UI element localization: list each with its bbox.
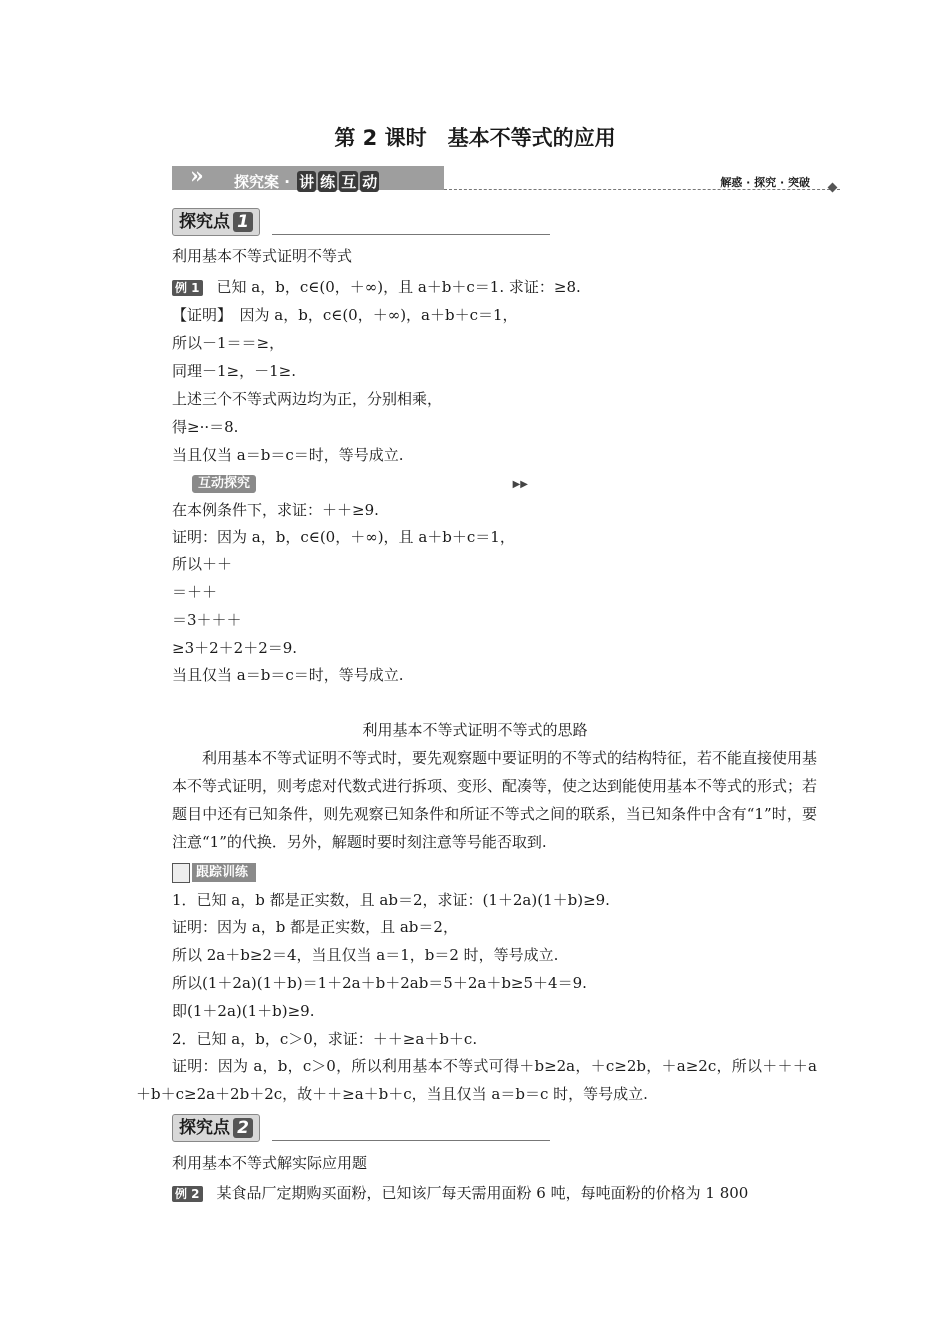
explore-line: ≥3＋2＋2＋2＝9. bbox=[172, 639, 298, 657]
section-heading-1: 利用基本不等式证明不等式 bbox=[172, 247, 353, 265]
section-banner bbox=[172, 164, 840, 192]
practice-line: 2．已知 a，b，c＞0，求证：＋＋≥a＋b＋c. bbox=[172, 1030, 478, 1048]
arrow-right-icon: ▶▶ bbox=[512, 479, 528, 490]
practice-line: 即(1＋2a)(1＋b)≥9. bbox=[172, 1002, 315, 1020]
section-header-1: 探究点 1 bbox=[172, 208, 550, 236]
explore-line: 所以＋＋ bbox=[172, 555, 233, 573]
example-1-question: 例 1 已知 a，b，c∈(0，＋∞)，且 a＋b＋c＝1. 求证：≥8. bbox=[172, 277, 581, 297]
diamond-icon bbox=[828, 183, 838, 193]
proof-line: 同理－1≥，－1≥. bbox=[172, 362, 296, 380]
banner-bar bbox=[172, 163, 444, 191]
section-heading-2: 利用基本不等式解实际应用题 bbox=[172, 1154, 368, 1172]
interactive-explore-label: 互动探究 ▶▶ bbox=[172, 474, 550, 494]
proof-line: 所以－1＝＝≥， bbox=[172, 334, 285, 352]
example-badge: 例 1 bbox=[172, 280, 203, 296]
page-title: 第 2 课时 基本不等式的应用 bbox=[334, 126, 616, 150]
practice-paragraph: 证明：因为 a，b，c＞0，所以利用基本不等式可得＋b≥2a，＋c≥2b，＋a≥2c，所以＋＋＋a＋b＋c≥2a＋2b＋2c，故＋＋≥a＋b＋c，当且仅当 a＝b＝c 时，等号成立. bbox=[136, 1057, 817, 1103]
example-badge: 例 2 bbox=[172, 1186, 203, 1202]
explore-line: ＝＋＋ bbox=[172, 583, 218, 601]
section-header-2: 探究点 2 bbox=[172, 1114, 550, 1142]
explore-line: ＝3＋＋＋ bbox=[172, 611, 242, 629]
proof-line: 【证明】 因为 a，b，c∈(0，＋∞)，a＋b＋c＝1， bbox=[172, 306, 518, 324]
practice-line: 所以 2a＋b≥2＝4，当且仅当 a＝1，b＝2 时，等号成立. bbox=[172, 946, 559, 964]
proof-line: 上述三个不等式两边均为正，分别相乘， bbox=[172, 390, 443, 408]
method-title: 利用基本不等式证明不等式的思路 bbox=[362, 721, 588, 739]
practice-line: 1．已知 a，b 都是正实数，且 ab＝2，求证：(1＋2a)(1＋b)≥9. bbox=[172, 891, 610, 909]
banner-subtitle: 解惑 · 探究 · 突破 bbox=[720, 176, 810, 189]
banner-title: 探究案 · 讲 练 互 动 bbox=[234, 173, 378, 191]
check-doc-icon bbox=[172, 863, 190, 883]
method-body: 利用基本不等式证明不等式时，要先观察题中要证明的不等式的结构特征，若不能直接使用基本不等式证明，则考虑对代数式进行拆项、变形、配凑等，使之达到能使用基本不等式的形式；若题目中还有已知条件，则先观察已知条件和所证不等式之间的联系，当已知条件中含有“1”时，要注意“1”的代换．另外，解题时要时刻注意等号能否取到. bbox=[172, 749, 818, 851]
explore-line: 在本例条件下，求证：＋＋≥9. bbox=[172, 501, 379, 519]
practice-line: 所以(1＋2a)(1＋b)＝1＋2a＋b＋2ab＝5＋2a＋b≥5＋4＝9. bbox=[172, 974, 587, 992]
proof-line: 得≥··＝8. bbox=[172, 418, 239, 436]
practice-line: 证明：因为 a，b 都是正实数，且 ab＝2， bbox=[172, 918, 458, 936]
example-2-question: 例 2 某食品厂定期购买面粉，已知该厂每天需用面粉 6 吨，每吨面粉的价格为 1 800 bbox=[172, 1183, 748, 1203]
proof-line: 当且仅当 a＝b＝c＝时，等号成立. bbox=[172, 446, 404, 464]
explore-line: 证明：因为 a，b，c∈(0，＋∞)，且 a＋b＋c＝1， bbox=[172, 528, 515, 546]
explore-line: 当且仅当 a＝b＝c＝时，等号成立. bbox=[172, 666, 404, 684]
chevron-right-icon: » bbox=[190, 163, 204, 189]
